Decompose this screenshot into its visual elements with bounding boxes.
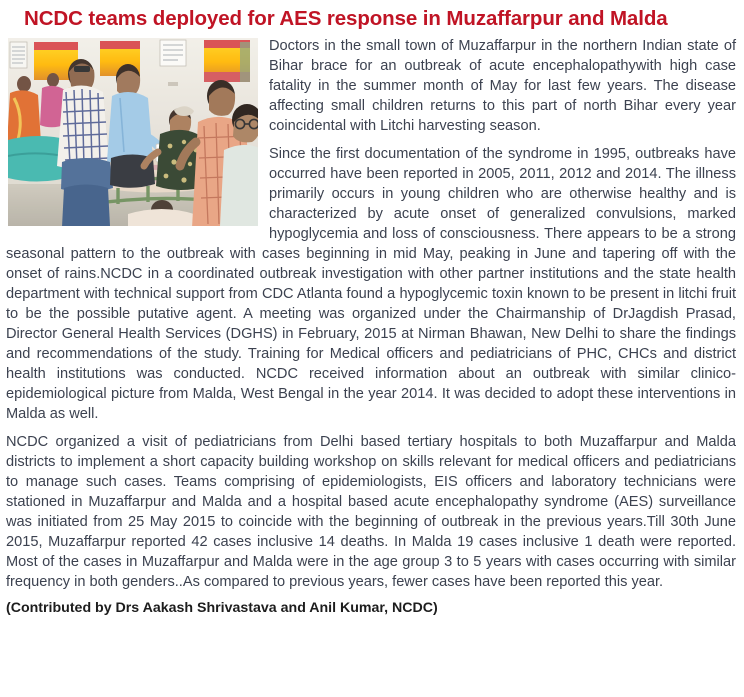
paragraph-3: NCDC organized a visit of pediatricians from Delhi based tertiary hospitals to both Muzaffarpur and Malda districts to implement a short capacity building workshop on skills relevant for medical officers and pediatricians to manage such cases. Teams comprising of epidemiologists, EIS officers and laboratory technicians were stationed in Muzaffarpur and Malda and a hospital based acute encephalopathy syndrome (AES) surveillance was initiated from 25 May 2015 to coincide with the beginning of outbreak in the previous years.Till 30th June 2015, Muzaffarpur reported 42 cases inclusive 14 deaths. In Malda 19 cases inclusive 1 death were reported. Most of the cases in Muzaffarpur and Malda were in the age group 3 to 5 years with cases occurring with similar frequency in both genders..As compared to previous years, fewer cases have been reported this year. xyxy=(6,434,736,590)
hospital-ward-photo-illustration xyxy=(8,38,258,226)
paragraph-1: Doctors in the small town of Muzaffarpur in the northern Indian state of Bihar brace for an outbreak of acute encephalopathywith high case fatality in the summer month of May for last few years. The disease affecting small children returns to this part of north Bihar every year coincidental with Litchi harvesting season. xyxy=(269,38,736,134)
article-body xyxy=(6,36,736,592)
article-title: NCDC teams deployed for AES response in Muzaffarpur and Malda xyxy=(24,7,668,30)
contribution-credit: (Contributed by Drs Aakash Shrivastava and Anil Kumar, NCDC) xyxy=(6,600,438,616)
hospital-ward-photo xyxy=(8,38,258,226)
paragraph-2: Since the first documentation of the syndrome in 1995, outbreaks have occurred have been reported in 2005, 2011, 2012 and 2014. The illness primarily occurs in young children who are otherwise healthy and is characterized by acute onset of generalized convulsions, marked hypoglycemia and loss of consciousness. There appears to be a strong seasonal pattern to the outbreak with cases beginning in mid May, peaking in June and tapering off with the onset of rains.NCDC in a coordinated outbreak investigation with other partner institutions and the state health department with technical support from CDC Atlanta found a hypoglycemic toxin known to be present in litchi fruit to be the possible putative agent. A meeting was organized under the Chairmanship of DrJagdish Prasad, Director General Health Services (DGHS) in February, 2015 at Nirman Bhawan, New Delhi to share the findings and recommendations of the study. Training for Medical officers and pediatricians of PHC, CHCs and district health institutions was conducted. NCDC received information about an outbreak with similar clinico-epidemiological picture from Malda, West Bengal in the year 2014. It was decided to adopt these interventions in Malda as well. xyxy=(6,146,736,422)
